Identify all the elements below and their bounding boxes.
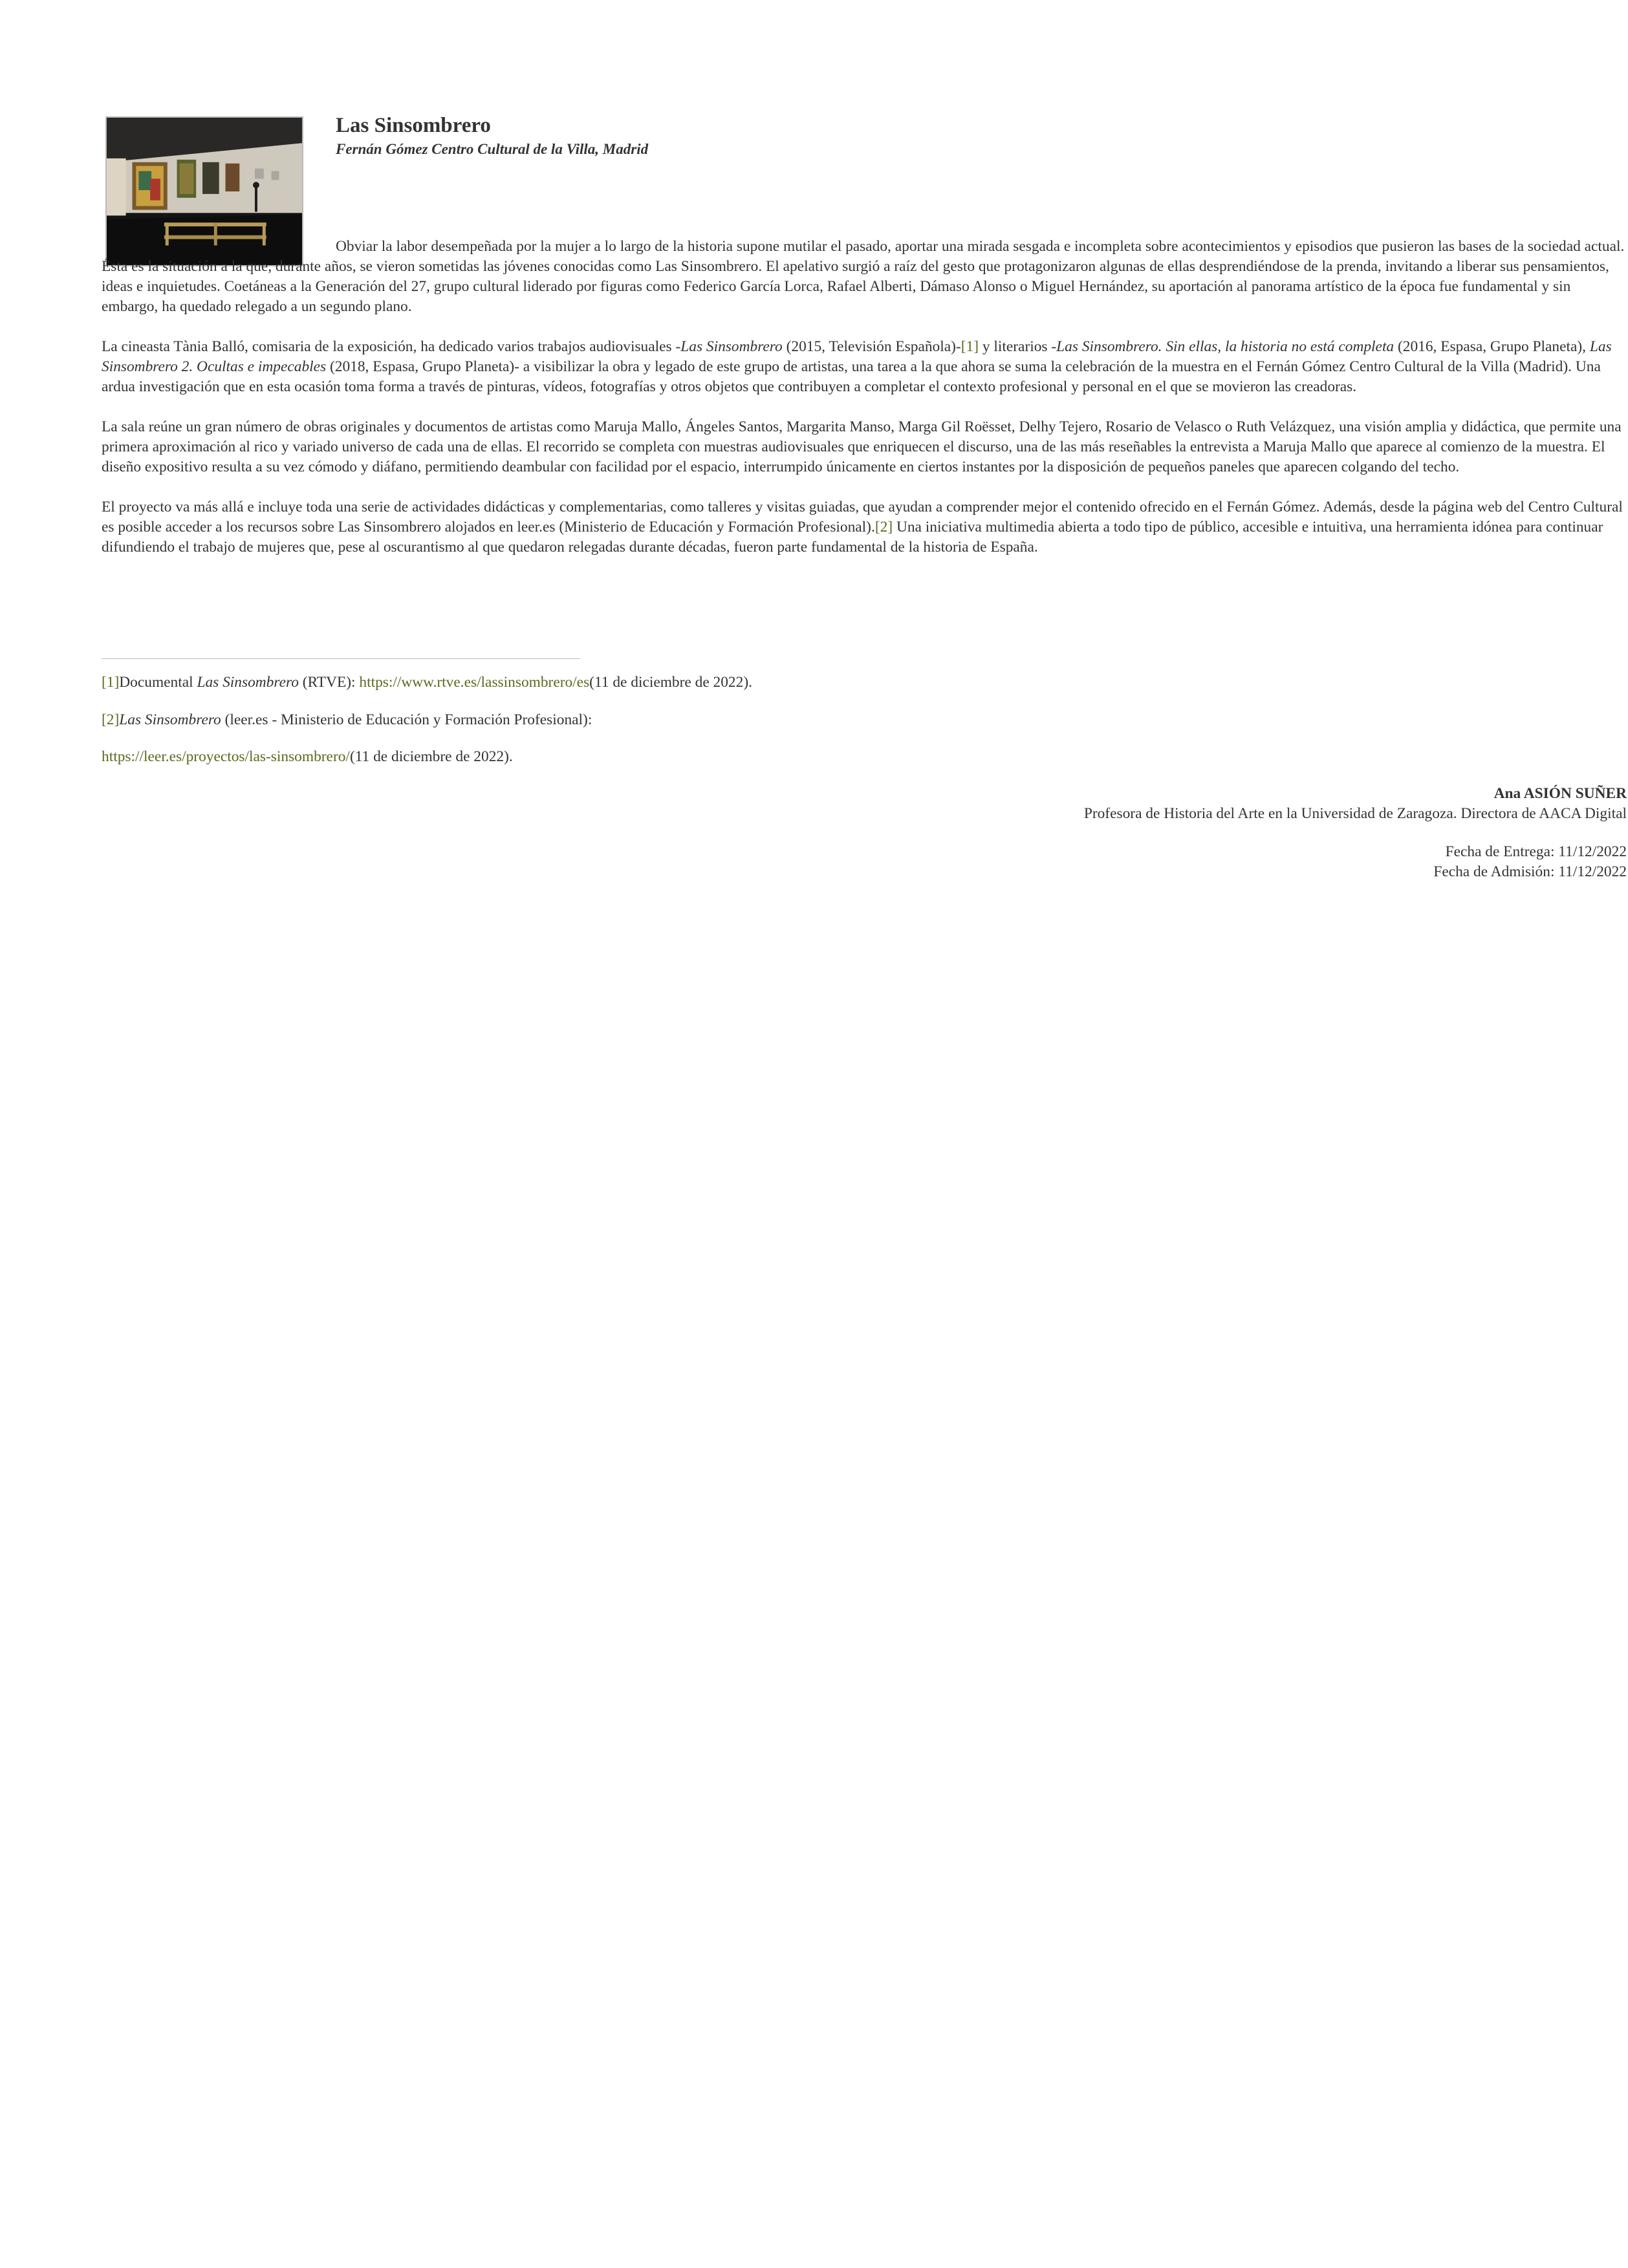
footnote-divider	[102, 658, 580, 659]
footnote-1-italic: Las Sinsombrero	[197, 674, 299, 691]
footnote-2-backref-link[interactable]: [2]	[102, 711, 120, 728]
paragraph-3: La sala reúne un gran número de obras originales y documentos de artistas como Maruja Mallo, Ángeles Santos, Margarita Manso, Marga Gil Roësset, Delhy Tejero, Rosario de Velasco o Ruth Velázquez, una visión amplia y didáctica, que permite una primera aproximación al rico y variado universo de cada una de ellas. El recorrido se completa con muestras audiovisuales que enriquecen el discurso, una de las más reseñables la entrevista a Maruja Mallo que aparece al comienzo de la muestra. El diseño expositivo resulta a su vez cómodo y diáfano, permitiendo deambular con facilidad por el espacio, interrumpido únicamente en ciertos instantes por la disposición de pequeños paneles que aparecen colgando del techo.	[102, 418, 1622, 475]
delivery-date: Fecha de Entrega: 11/12/2022	[1445, 843, 1627, 860]
footnote-2-url-post: (11 de diciembre de 2022).	[349, 748, 513, 765]
paragraph-2-italic-title-2: Las Sinsombrero. Sin ellas, la historia no está completa	[1056, 338, 1395, 355]
paragraph-2-text-h: (2018, Espasa, Grupo Planeta)- a visibilizar la obra y legado de este grupo de artistas, una tarea a la que ahora se suma la celebración de la muestra en el Fernán Gómez Centro Cultural de la Villa (Madrid). Una ardua investigación que en esta ocasión toma forma a través de pinturas, vídeos, fotografías y otros objetos que contribuyen a completar el contexto profesional y personal en el que se movieron las creadoras.	[102, 358, 1601, 395]
footnote-2-url-line	[102, 747, 513, 767]
footnote-1-backref-link[interactable]: [1]	[102, 674, 120, 691]
paragraph-2	[102, 337, 1628, 397]
paragraph-2-text-a: La cineasta Tània Balló, comisaria de la exposición, ha dedicado varios trabajos audiovisuales -	[102, 338, 681, 355]
paragraph-2-italic-title-1: Las Sinsombrero	[680, 338, 783, 355]
footnote-2-text-post: (leer.es - Ministerio de Educación y Formación Profesional):	[221, 711, 592, 728]
paragraph-2-text-c: (2015, Televisión Española)-	[782, 338, 961, 355]
author-name-text: Ana ASIÓN SUÑER	[1493, 785, 1627, 802]
footnote-ref-2-link[interactable]: [2]	[874, 519, 893, 535]
paragraph-2-text-f: (2016, Espasa, Grupo Planeta),	[1394, 338, 1590, 355]
footnote-1-text-post: (11 de diciembre de 2022).	[589, 674, 752, 691]
paragraph-2-text-d: y literarios -	[979, 338, 1057, 355]
footnote-2-url-link[interactable]: https://leer.es/proyectos/las-sinsombrero/	[102, 748, 350, 765]
footnote-1	[102, 673, 752, 693]
paragraph-1-text: Obviar la labor desempeñada por la mujer a lo largo de la historia supone mutilar el pasado, aportar una mirada sesgada e incompleta sobre acontecimientos y episodios que pusieron las bases de la sociedad actual. Ésta es la situación a la que, durante años, se vieron sometidas las jóvenes conocidas como Las Sinsombrero. El apelativo surgió a raíz del gesto que protagonizaron algunas de ellas desprendiéndose de la prenda, invitando a liberar sus pensamientos, ideas e inquietudes. Coetáneas a la Generación del 27, grupo cultural liderado por figuras como Federico García Lorca, Rafael Alberti, Dámaso Alonso o Miguel Hernández, su aportación al panorama artístico de la época fue fundamental y sin embargo, ha quedado relegado a un segundo plano.	[102, 238, 1625, 315]
footnote-1-url-link[interactable]: https://www.rtve.es/lassinsombrero/es	[359, 674, 590, 691]
footnote-2-italic: Las Sinsombrero	[119, 711, 221, 728]
paragraph-4	[102, 497, 1628, 557]
paragraph-2-italic-title-3: Las Sinsombrero 2. Ocultas e impecables	[102, 338, 1612, 375]
paragraph-4-text-b: Una iniciativa multimedia abierta a todo tipo de público, accesible e intuitiva, una herramienta idónea para continuar difundiendo el trabajo de mujeres que, pese al oscurantismo al que quedaron relegadas durante décadas, fueron parte fundamental de la historia de España.	[102, 519, 1603, 556]
author-name	[1494, 784, 1627, 804]
content-frame	[102, 0, 1627, 2268]
paragraph-4-text-a: El proyecto va más allá e incluye toda una serie de actividades didácticas y complementarias, como talleres y visitas guiadas, que ayudan a comprender mejor el contenido ofrecido en el Fernán Gómez. Además, desde la página web del Centro Cultural es posible acceder a los recursos sobre Las Sinsombrero alojados en leer.es (Ministerio de Educación y Formación Profesional).	[102, 499, 1623, 535]
article-title: Las Sinsombrero	[336, 114, 491, 137]
author-role: Profesora de Historia del Arte en la Universidad de Zaragoza. Directora de AACA Digital	[1083, 805, 1627, 822]
footnote-1-text-mid: (RTVE):	[298, 674, 360, 691]
admission-date: Fecha de Admisión: 11/12/2022	[1433, 863, 1627, 880]
footnote-1-text-pre: Documental	[119, 674, 197, 691]
footnote-2	[102, 710, 592, 730]
footnote-ref-1-link[interactable]: [1]	[961, 338, 979, 355]
article-body	[102, 237, 1628, 578]
paragraph-1	[102, 237, 1628, 317]
article-subtitle: Fernán Gómez Centro Cultural de la Villa, Madrid	[336, 141, 649, 157]
